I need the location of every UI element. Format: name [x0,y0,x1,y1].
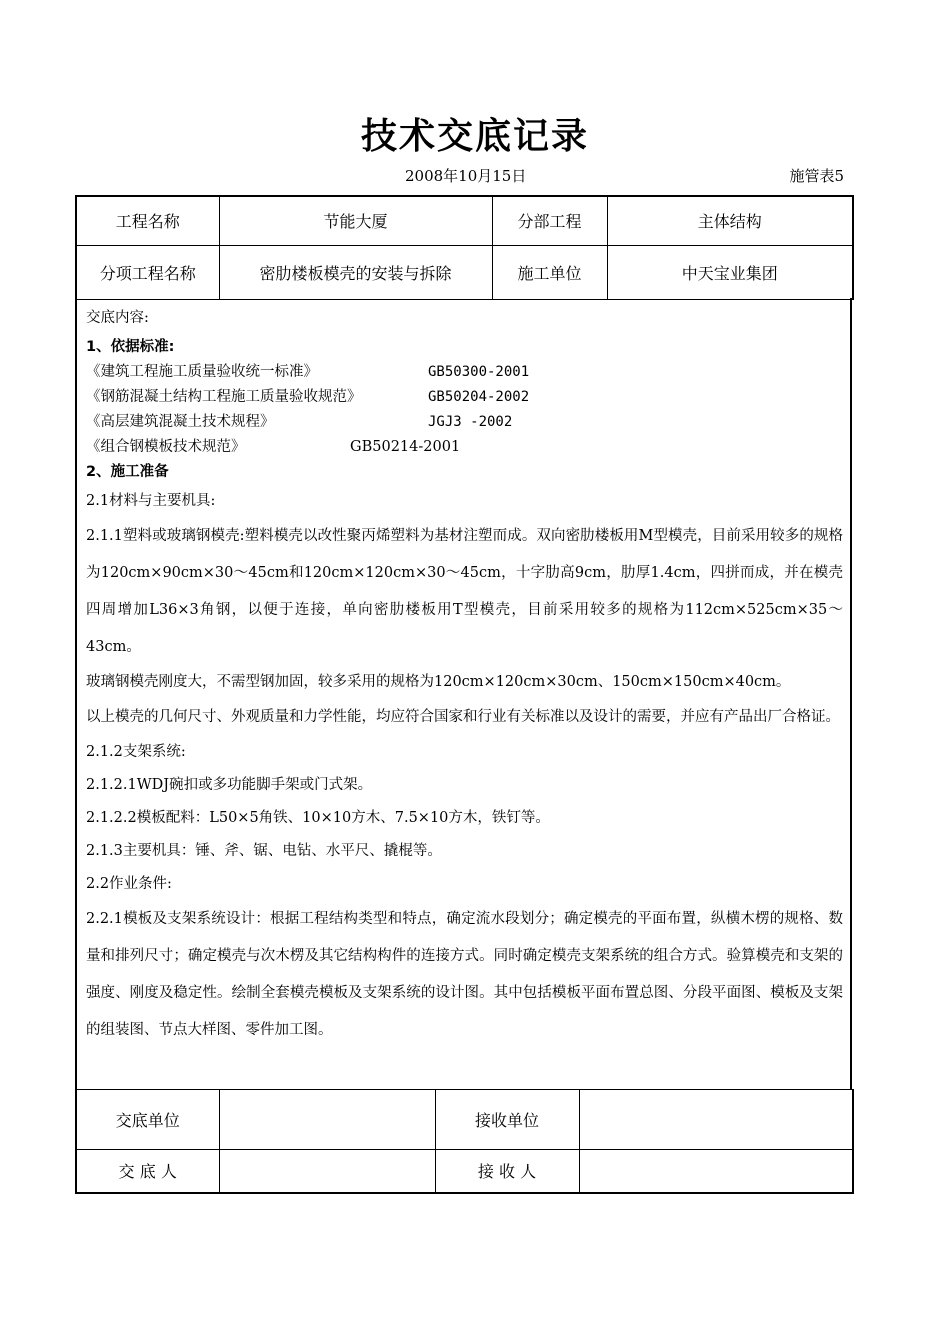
standard-ref [86,385,843,410]
to-unit-value [579,1090,853,1150]
record-date: 2008年10月15日 [405,167,527,185]
sub-project-value: 密肋楼板模壳的安装与拆除 [219,245,492,299]
unit-label: 施工单位 [492,245,607,299]
para-2-1-2-2: 2.1.2.2模板配料：L50×5角铁、10×10方木、7.5×10方木，铁钉等。 [86,810,550,826]
standard-ref [86,360,843,385]
standard-code: GB50300-2001 [428,364,530,380]
section-standards: 1、依据标准: [86,339,175,355]
to-person-label: 接 收 人 [435,1150,579,1193]
sub-project-label: 分项工程名称 [76,245,219,299]
standard-code: GB50214-2001 [350,439,461,455]
to-person-value [579,1150,853,1193]
standard-name: 《建筑工程施工质量验收统一标准》 [86,364,318,380]
content-intro: 交底内容: [86,310,149,326]
standard-ref [86,435,843,460]
from-unit-value [219,1090,435,1150]
from-person-value [219,1150,435,1193]
standard-name: 《高层建筑混凝土技术规程》 [86,414,275,430]
para-2-1-1: 2.1.1塑料或玻璃钢模壳:塑料模壳以改性聚丙烯塑料为基材注塑而成。双向密肋楼板用M型模壳，目前采用较多的规格为120cm×90cm×30～45cm和120cm×120cm×30～45cm，十字肋高9cm，肋厚1.4cm，四拼而成，并在模壳四周增加L36×3角钢，以便于连接，单向密肋楼板用T型模壳，目前采用较多的规格为112cm×525cm×35～43cm。 [86,528,843,655]
para-2-2-1: 2.2.1模板及支架系统设计：根据工程结构类型和特点，确定流水段划分；确定模壳的平面布置，纵横木楞的规格、数量和排列尺寸；确定模壳与次木楞及其它结构构件的连接方式。同时确定模壳支架系统的组合方式。验算模壳和支架的强度、刚度及稳定性。绘制全套模壳模板及支架系统的设计图。其中包括模板平面布置总图、分段平面图、模板及支架的组装图、节点大样图、零件加工图。 [86,911,843,1038]
to-unit-label: 接收单位 [435,1090,579,1150]
para-2-1-2: 2.1.2支架系统: [86,744,186,760]
standard-code: GB50204-2002 [428,389,530,405]
standard-ref [86,410,843,435]
para-glass: 玻璃钢模壳刚度大，不需型钢加固，较多采用的规格为120cm×120cm×30cm、150cm×150cm×40cm。 [86,674,791,690]
signature-table [75,1089,854,1194]
standard-code: JGJ3 -2002 [428,414,513,430]
standard-name: 《钢筋混凝土结构工程施工质量验收规范》 [86,389,362,405]
from-person-label: 交 底 人 [76,1150,219,1193]
header-table [75,195,854,300]
part-value: 主体结构 [607,196,853,245]
from-unit-label: 交底单位 [76,1090,219,1150]
project-value: 节能大厦 [219,196,492,245]
disclosure-content [75,298,852,1089]
part-label: 分部工程 [492,196,607,245]
para-2-1: 2.1材料与主要机具: [86,493,216,509]
unit-value: 中天宝业集团 [607,245,853,299]
para-2-2: 2.2作业条件: [86,876,172,892]
page-title: 技术交底记录 [360,116,589,157]
standard-name: 《组合钢模板技术规范》 [86,439,246,455]
project-label: 工程名称 [76,196,219,245]
para-2-1-3: 2.1.3主要机具：锤、斧、锯、电钻、水平尺、撬棍等。 [86,843,442,859]
form-number: 施管表5 [789,167,844,185]
para-above: 以上模壳的几何尺寸、外观质量和力学性能，均应符合国家和行业有关标准以及设计的需要，并应有产品出厂合格证。 [86,709,840,725]
para-2-1-2-1: 2.1.2.1WDJ碗扣或多功能脚手架或门式架。 [86,777,373,793]
section-preparation: 2、施工准备 [86,464,169,480]
